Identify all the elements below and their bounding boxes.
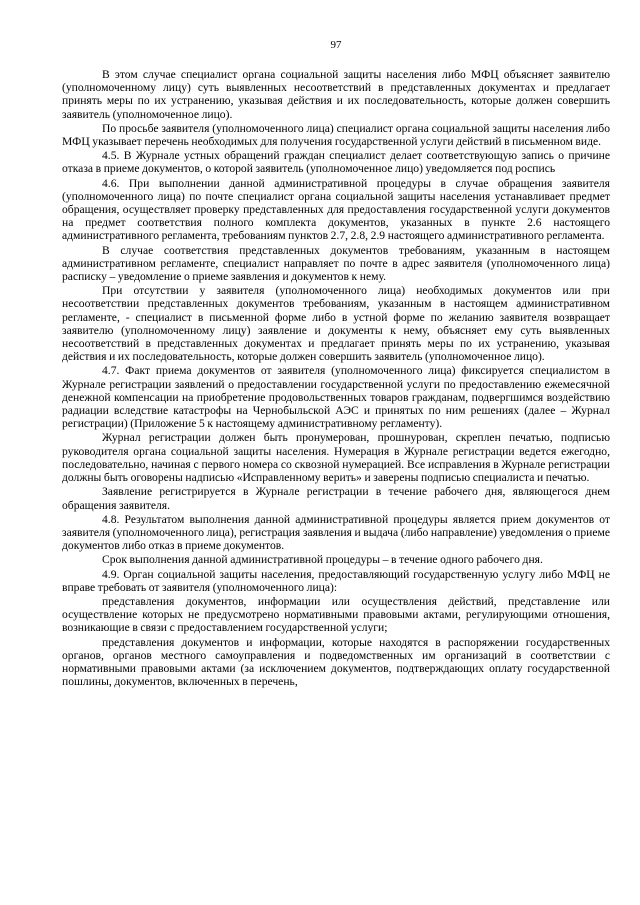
paragraph: При отсутствии у заявителя (уполномоченного лица) необходимых документов или при несоответствии представленных документов требованиям, указанным в настоящем административном регламенте, - специалист в письменной форме либо в устной форме по желанию заявителя возвращает заявителю (уполномоченному лицу) заявление и документы к нему, объясняет ему суть выявленных несоответствий в представленных документах и предлагает принять меры по их устранению, указывая действия и их последовательность, которые должен совершить заявитель (уполномоченное лицо). [62, 284, 610, 364]
paragraph: представления документов, информации или осуществления действий, представление или осуществление которых не предусмотрено нормативными правовыми актами, регулирующими отношения, возникающие в связи с предоставлением государственной услуги; [62, 594, 610, 635]
paragraph: 4.8. Результатом выполнения данной административной процедуры является прием документов от заявителя (уполномоченного лица), регистрация заявления и выдача (либо направление) уведомления о приеме документов либо отказ в приеме документов. [62, 512, 610, 553]
page-number: 97 [330, 39, 342, 51]
paragraph: представления документов и информации, которые находятся в распоряжении государственных органов, органов местного самоуправления и подведомственных им организаций в соответствии с нормативными правовыми актами (за исключением документов, подтверждающих оплату государственной пошлины, документов, включенных в перечень, [62, 635, 610, 689]
document-body [62, 68, 610, 688]
paragraph: 4.7. Факт приема документов от заявителя (уполномоченного лица) фиксируется специалистом в Журнале регистрации заявлений о предоставлении государственной услуги по предоставлению ежемесячной денежной компенсации на приобретение продовольственных товаров гражданам, подвергшимся воздействию радиации вследствие катастрофы на Чернобыльской АЭС и принятых по ним решениях (далее – Журнал регистрации) (Приложение 5 к настоящему административному регламенту). [62, 364, 610, 431]
paragraph: По просьбе заявителя (уполномоченного лица) специалист органа социальной защиты населения либо МФЦ указывает перечень необходимых для получения государственной услуги действий в письменном виде. [62, 121, 610, 149]
paragraph: Заявление регистрируется в Журнале регистрации в течение рабочего дня, являющегося днем обращения заявителя. [62, 485, 610, 512]
paragraph: 4.6. При выполнении данной административной процедуры в случае обращения заявителя (уполномоченного лица) по почте специалист органа социальной защиты населения устанавливает предмет обращения, осуществляет проверку представленных для предоставления государственной услуги документов на предмет соответствия полного комплекта документов, указанных в пункте 2.6 настоящего административного регламента, требованиям пунктов 2.7, 2.8, 2.9 настоящего административного регламента. [62, 176, 610, 243]
paragraph: В этом случае специалист органа социальной защиты населения либо МФЦ объясняет заявителю (уполномоченному лицу) суть выявленных несоответствий в представленных документах и предлагает принять меры по их устранению, указывая действия и их последовательность, которые должен совершить заявитель (уполномоченное лицо). [62, 68, 610, 121]
paragraph: 4.5. В Журнале устных обращений граждан специалист делает соответствующую запись о причине отказа в приеме документов, о которой заявитель (уполномоченное лицо) уведомляется под роспись [62, 149, 610, 176]
paragraph: В случае соответствия представленных документов требованиям, указанным в настоящем административном регламенте, специалист направляет по почте в адрес заявителя (уполномоченного лица) расписку – уведомление о приеме заявления и документов к нему. [62, 243, 610, 284]
paragraph: Журнал регистрации должен быть пронумерован, прошнурован, скреплен печатью, подписью руководителя органа социальной защиты населения. Нумерация в Журнале регистрации ведется ежегодно, последовательно, начиная с первого номера со сквозной нумерацией. Все исправления в Журнале регистрации должны быть оговорены надписью «Исправленному верить» и заверены подписью специалиста и печатью. [62, 431, 610, 485]
paragraph: Срок выполнения данной административной процедуры – в течение одного рабочего дня. [102, 553, 543, 567]
paragraph: 4.9. Орган социальной защиты населения, предоставляющий государственную услугу либо МФЦ не вправе требовать от заявителя (уполномоченного лица): [62, 567, 610, 594]
